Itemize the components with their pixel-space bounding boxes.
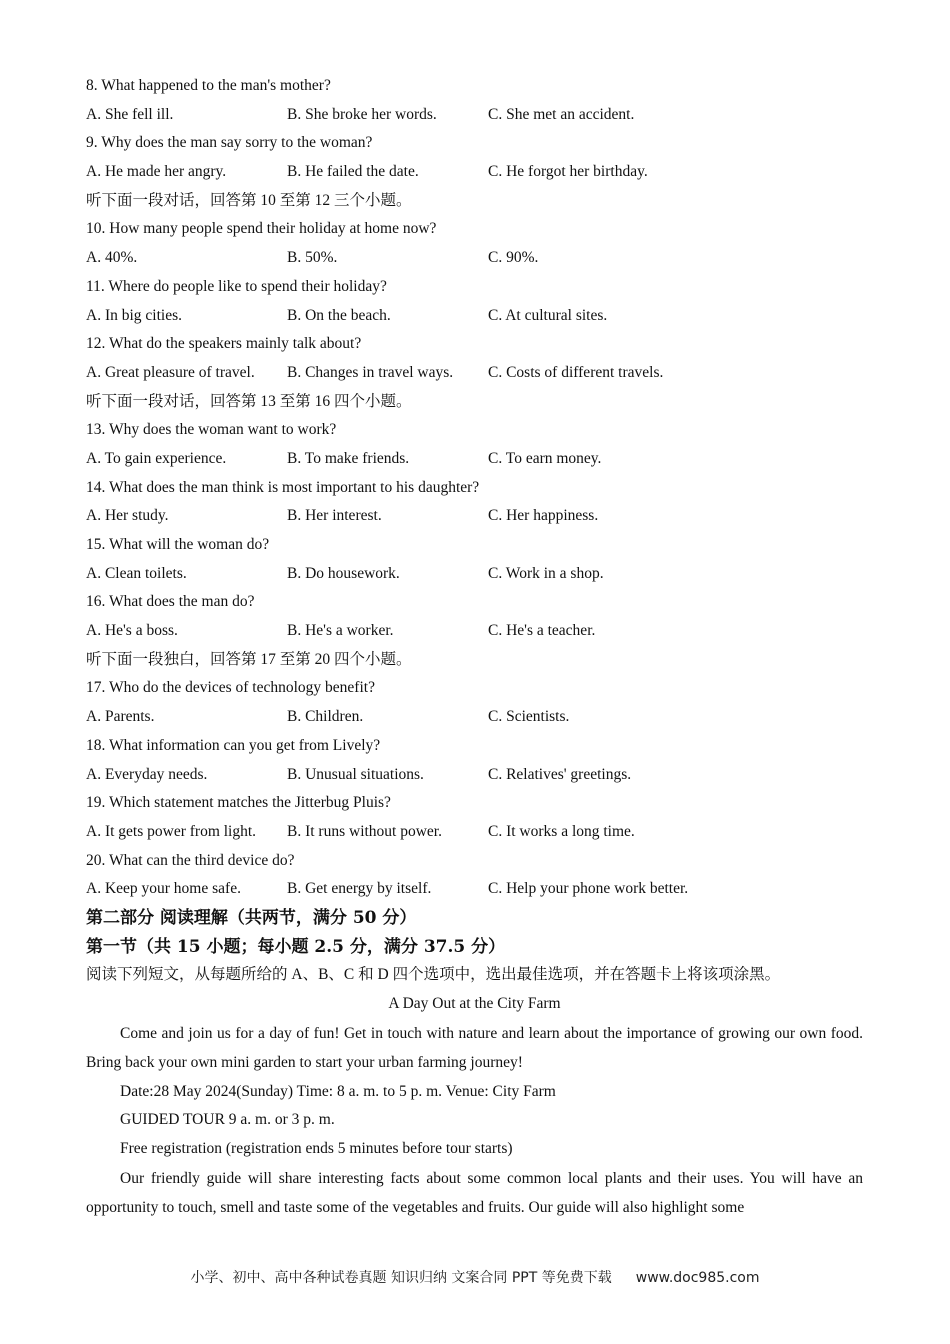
options-20 bbox=[86, 875, 863, 904]
option-a: A. In big cities. bbox=[86, 306, 182, 324]
options-19 bbox=[86, 818, 863, 847]
options-10 bbox=[86, 244, 863, 273]
option-b: B. Her interest. bbox=[287, 507, 382, 525]
option-c: C. He forgot her birthday. bbox=[488, 163, 648, 181]
footer-site-link[interactable]: www.doc985.com bbox=[635, 1270, 760, 1286]
option-c: C. She met an accident. bbox=[488, 105, 635, 123]
option-c: C. It works a long time. bbox=[488, 822, 635, 840]
option-a: A. Parents. bbox=[86, 708, 155, 726]
question-15: 15. What will the woman do? bbox=[86, 536, 270, 553]
option-a: A. Everyday needs. bbox=[86, 765, 208, 783]
option-c: C. He's a teacher. bbox=[488, 622, 596, 640]
listening-instruction: 听下面一段独白，回答第 17 至第 20 四个小题。 bbox=[86, 650, 412, 668]
passage-paragraph: Come and join us for a day of fun! Get in touch with nature and learn about the importance of growing our own food. Bring back your own mini garden to start your urban farming journey! bbox=[86, 1024, 863, 1072]
option-b: B. Changes in travel ways. bbox=[287, 363, 454, 381]
passage-event-details: Date:28 May 2024(Sunday) Time: 8 a. m. to 5 p. m. Venue: City Farm bbox=[120, 1082, 556, 1100]
option-c: C. Costs of different travels. bbox=[488, 363, 664, 381]
question-8: 8. What happened to the man's mother? bbox=[86, 77, 331, 94]
question-17: 17. Who do the devices of technology benefit? bbox=[86, 679, 375, 697]
options-8 bbox=[86, 101, 863, 130]
options-15 bbox=[86, 560, 863, 589]
option-a: A. He made her angry. bbox=[86, 163, 227, 181]
option-c: C. Help your phone work better. bbox=[488, 880, 689, 898]
passage-registration: Free registration (registration ends 5 minutes before tour starts) bbox=[120, 1140, 513, 1158]
options-13 bbox=[86, 445, 863, 474]
option-a: A. She fell ill. bbox=[86, 105, 174, 123]
option-a: A. Great pleasure of travel. bbox=[86, 363, 255, 381]
options-14 bbox=[86, 502, 863, 531]
footer-text: 小学、初中、高中各种试卷真题 知识归纳 文案合同 PPT 等免费下载 bbox=[190, 1270, 612, 1286]
question-16: 16. What does the man do? bbox=[86, 593, 255, 611]
option-b: B. To make friends. bbox=[287, 449, 410, 467]
question-19: 19. Which statement matches the Jitterbug Pluis? bbox=[86, 794, 391, 812]
options-17 bbox=[86, 703, 863, 732]
question-13: 13. Why does the woman want to work? bbox=[86, 421, 337, 439]
option-b: B. It runs without power. bbox=[287, 822, 442, 840]
options-9 bbox=[86, 158, 863, 187]
option-b: B. Do housework. bbox=[287, 564, 400, 582]
passage-guided-tour: GUIDED TOUR 9 a. m. or 3 p. m. bbox=[120, 1111, 335, 1129]
page-footer bbox=[0, 1267, 950, 1287]
option-b: B. Unusual situations. bbox=[287, 765, 424, 783]
option-a: A. Clean toilets. bbox=[86, 564, 187, 582]
section-one-heading: 第一节（共 15 小题；每小题 2.5 分，满分 37.5 分） bbox=[86, 936, 506, 957]
question-12: 12. What do the speakers mainly talk about? bbox=[86, 335, 362, 353]
option-b: B. Get energy by itself. bbox=[287, 880, 432, 898]
option-a: A. Keep your home safe. bbox=[86, 880, 241, 898]
question-11: 11. Where do people like to spend their holiday? bbox=[86, 277, 387, 295]
option-c: C. At cultural sites. bbox=[488, 306, 608, 324]
question-9: 9. Why does the man say sorry to the woman? bbox=[86, 134, 373, 152]
option-c: C. Relatives' greetings. bbox=[488, 765, 632, 783]
option-b: B. On the beach. bbox=[287, 306, 391, 324]
question-20: 20. What can the third device do? bbox=[86, 851, 295, 869]
listening-instruction: 听下面一段对话，回答第 10 至第 12 三个小题。 bbox=[86, 191, 412, 209]
options-18 bbox=[86, 761, 863, 790]
question-18: 18. What information can you get from Lively? bbox=[86, 736, 381, 754]
options-11 bbox=[86, 302, 863, 331]
options-16 bbox=[86, 617, 863, 646]
question-14: 14. What does the man think is most important to his daughter? bbox=[86, 478, 480, 496]
reading-instruction: 阅读下列短文，从每题所给的 A、B、C 和 D 四个选项中，选出最佳选项，并在答题卡上将该项涂黑。 bbox=[86, 966, 781, 984]
option-c: C. To earn money. bbox=[488, 449, 602, 467]
option-b: B. She broke her words. bbox=[287, 105, 437, 123]
option-b: B. He failed the date. bbox=[287, 163, 419, 181]
question-10: 10. How many people spend their holiday at home now? bbox=[86, 220, 437, 238]
option-a: A. It gets power from light. bbox=[86, 822, 257, 840]
option-b: B. He's a worker. bbox=[287, 622, 394, 640]
passage-paragraph: Our friendly guide will share interesting facts about some common local plants and their uses. You will have an opportunity to touch, smell and taste some of the vegetables and fruits. Our guide will also highlight some bbox=[86, 1169, 863, 1217]
exam-page bbox=[86, 72, 863, 1223]
option-a: A. He's a boss. bbox=[86, 622, 178, 640]
option-b: B. Children. bbox=[287, 708, 364, 726]
part-two-heading: 第二部分 阅读理解（共两节，满分 50 分） bbox=[86, 907, 417, 928]
option-a: A. Her study. bbox=[86, 507, 169, 525]
option-c: C. 90%. bbox=[488, 249, 539, 267]
passage-title: A Day Out at the City Farm bbox=[388, 995, 561, 1012]
options-12 bbox=[86, 359, 863, 388]
option-a: A. To gain experience. bbox=[86, 449, 227, 467]
option-c: C. Her happiness. bbox=[488, 507, 599, 525]
option-c: C. Scientists. bbox=[488, 708, 570, 726]
option-a: A. 40%. bbox=[86, 249, 138, 267]
listening-instruction: 听下面一段对话，回答第 13 至第 16 四个小题。 bbox=[86, 392, 412, 410]
option-b: B. 50%. bbox=[287, 249, 338, 267]
option-c: C. Work in a shop. bbox=[488, 564, 604, 582]
